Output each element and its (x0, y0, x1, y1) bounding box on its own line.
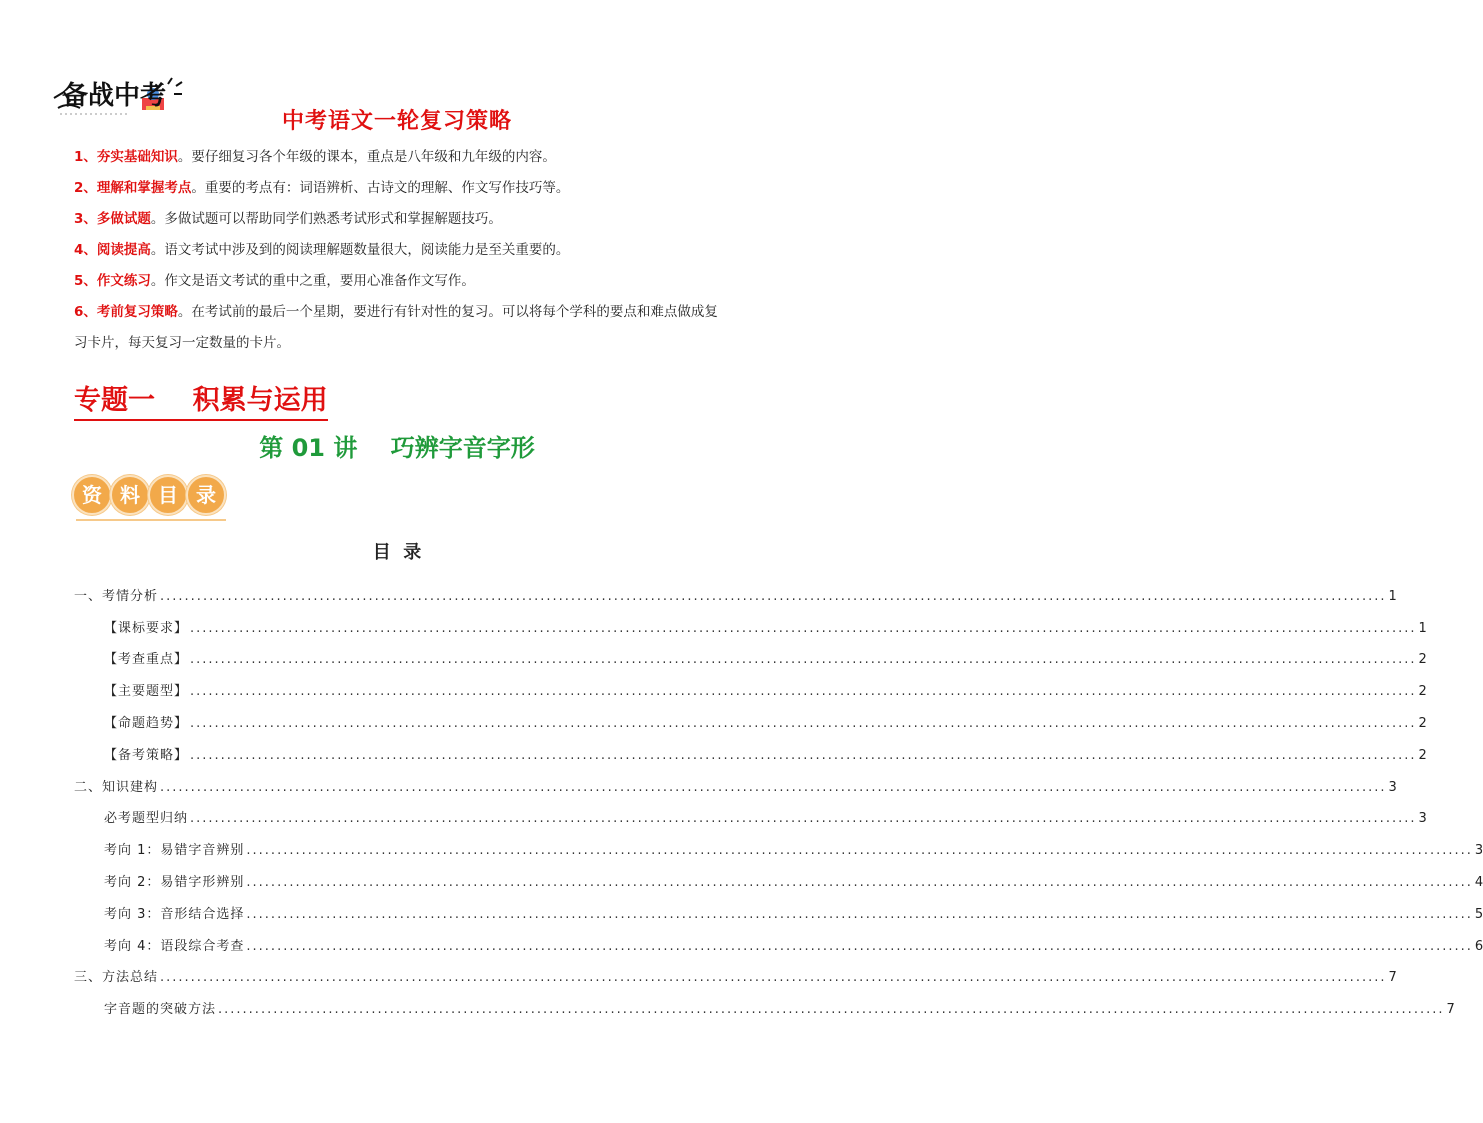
toc-entry-page: 1 (1418, 620, 1427, 636)
toc-entry-label: 一、考情分析 (74, 588, 159, 604)
toc-entry-label: 三、方法总结 (74, 970, 159, 986)
toc-entry[interactable] (74, 826, 1483, 859)
toc-entry-page: 4 (1474, 874, 1483, 890)
toc-entry-label: 考向 2：易错字形辨别 (104, 874, 245, 890)
strategy-item (74, 204, 724, 235)
toc-entry[interactable] (74, 890, 1483, 922)
badge-char: 录 (186, 475, 226, 515)
table-of-contents (74, 572, 1483, 1018)
strategy-keyword: 夯实基础知识 (96, 149, 178, 165)
strategy-text: 。语文考试中涉及到的阅读理解题数量很大，阅读能力是至关重要的。 (150, 242, 570, 258)
toc-entry-label: 二、知识建构 (74, 779, 159, 795)
toc-entry-page: 3 (1474, 843, 1483, 859)
toc-entry-page: 2 (1418, 715, 1427, 731)
toc-entry[interactable] (74, 572, 1397, 604)
strategy-item (74, 266, 724, 297)
badge-underline (76, 519, 226, 521)
toc-leader-dots: ........................................................................................................................................................................................................ (190, 620, 1417, 636)
toc-entry-label: 【考查重点】 (104, 652, 189, 668)
section-title: 专题一 积累与运用 (74, 384, 328, 421)
toc-entry-label: 考向 3：音形结合选择 (104, 906, 245, 922)
strategy-list (74, 142, 724, 359)
toc-entry-page: 3 (1418, 811, 1427, 827)
toc-entry-label: 【命题趋势】 (104, 715, 189, 731)
toc-entry-label: 考向 4：语段综合考查 (104, 938, 245, 954)
toc-entry-page: 2 (1418, 747, 1427, 763)
toc-entry-page: 1 (1388, 588, 1397, 604)
toc-entry-label: 【备考策略】 (104, 747, 189, 763)
toc-entry-page: 6 (1474, 938, 1483, 954)
toc-entry-label: 【课标要求】 (104, 620, 189, 636)
strategy-text: 。多做试题可以帮助同学们熟悉考试形式和掌握解题技巧。 (150, 211, 502, 227)
toc-leader-dots: ........................................................................................................................................................................................................ (190, 747, 1417, 763)
toc-entry-label: 字音题的突破方法 (104, 1002, 217, 1018)
strategy-item (74, 142, 724, 173)
toc-leader-dots: ........................................................................................................................................................................................................ (246, 938, 1473, 954)
strategy-item (74, 173, 724, 204)
toc-entry[interactable] (74, 795, 1427, 827)
badge-char: 料 (110, 475, 150, 515)
toc-entry[interactable] (74, 667, 1427, 700)
strategy-number: 1、 (74, 149, 97, 165)
toc-entry[interactable] (74, 922, 1483, 954)
toc-leader-dots: ........................................................................................................................................................................................................ (190, 684, 1417, 700)
strategy-keyword: 作文练习 (96, 273, 151, 289)
toc-entry[interactable] (74, 954, 1397, 986)
toc-entry[interactable] (74, 699, 1427, 731)
toc-leader-dots: ........................................................................................................................................................................................................ (246, 843, 1473, 859)
toc-leader-dots: ........................................................................................................................................................................................................ (190, 715, 1417, 731)
toc-entry-label: 考向 1：易错字音辨别 (104, 843, 245, 859)
toc-entry-label: 【主要题型】 (104, 684, 189, 700)
strategy-keyword: 多做试题 (96, 211, 151, 227)
toc-leader-dots: ........................................................................................................................................................................................................ (218, 1002, 1445, 1018)
strategy-text: 。作文是语文考试的重中之重，要用心准备作文写作。 (150, 273, 475, 289)
toc-heading: 目 录 (372, 542, 422, 563)
strategy-item (74, 235, 724, 266)
toc-leader-dots: ........................................................................................................................................................................................................ (160, 970, 1387, 986)
badge-char: 目 (148, 475, 188, 515)
document-title: 中考语文一轮复习策略 (281, 109, 512, 134)
logo-text: 备战中考 (62, 81, 167, 111)
toc-entry[interactable] (74, 985, 1455, 1018)
toc-leader-dots: ........................................................................................................................................................................................................ (160, 779, 1387, 795)
strategy-keyword: 阅读提高 (96, 242, 151, 258)
toc-entry-label: 必考题型归纳 (104, 811, 189, 827)
strategy-number: 5、 (74, 273, 97, 289)
toc-entry-page: 7 (1446, 1002, 1455, 1018)
toc-leader-dots: ........................................................................................................................................................................................................ (160, 588, 1387, 604)
toc-entry[interactable] (74, 763, 1397, 795)
strategy-number: 4、 (74, 242, 97, 258)
toc-entry[interactable] (74, 636, 1427, 668)
strategy-keyword: 考前复习策略 (96, 304, 178, 320)
toc-leader-dots: ........................................................................................................................................................................................................ (190, 652, 1417, 668)
toc-entry-page: 7 (1388, 970, 1397, 986)
toc-entry[interactable] (74, 858, 1483, 890)
strategy-text: 。在考试前的最后一个星期，要进行有针对性的复习。可以将每个学科的要点和难点做成复习卡片，每天复习一定数量的卡片。 (74, 304, 718, 351)
toc-leader-dots: ........................................................................................................................................................................................................ (246, 906, 1473, 922)
toc-entry-page: 5 (1474, 906, 1483, 922)
toc-entry-page: 2 (1418, 652, 1427, 668)
lecture-title: 第 01 讲 巧辨字音字形 (259, 434, 535, 462)
strategy-number: 2、 (74, 180, 97, 196)
strategy-item (74, 297, 724, 359)
strategy-number: 3、 (74, 211, 97, 227)
toc-leader-dots: ........................................................................................................................................................................................................ (246, 874, 1473, 890)
strategy-keyword: 理解和掌握考点 (96, 180, 192, 196)
toc-entry-page: 3 (1388, 779, 1397, 795)
toc-entry[interactable] (74, 731, 1427, 763)
badge-char: 资 (72, 475, 112, 515)
strategy-text: 。要仔细复习各个年级的课本，重点是八年级和九年级的内容。 (177, 149, 556, 165)
strategy-number: 6、 (74, 304, 97, 320)
toc-leader-dots: ........................................................................................................................................................................................................ (190, 811, 1417, 827)
toc-entry[interactable] (74, 604, 1427, 636)
toc-entry-page: 2 (1418, 684, 1427, 700)
strategy-text: 。重要的考点有：词语辨析、古诗文的理解、作文写作技巧等。 (191, 180, 570, 196)
